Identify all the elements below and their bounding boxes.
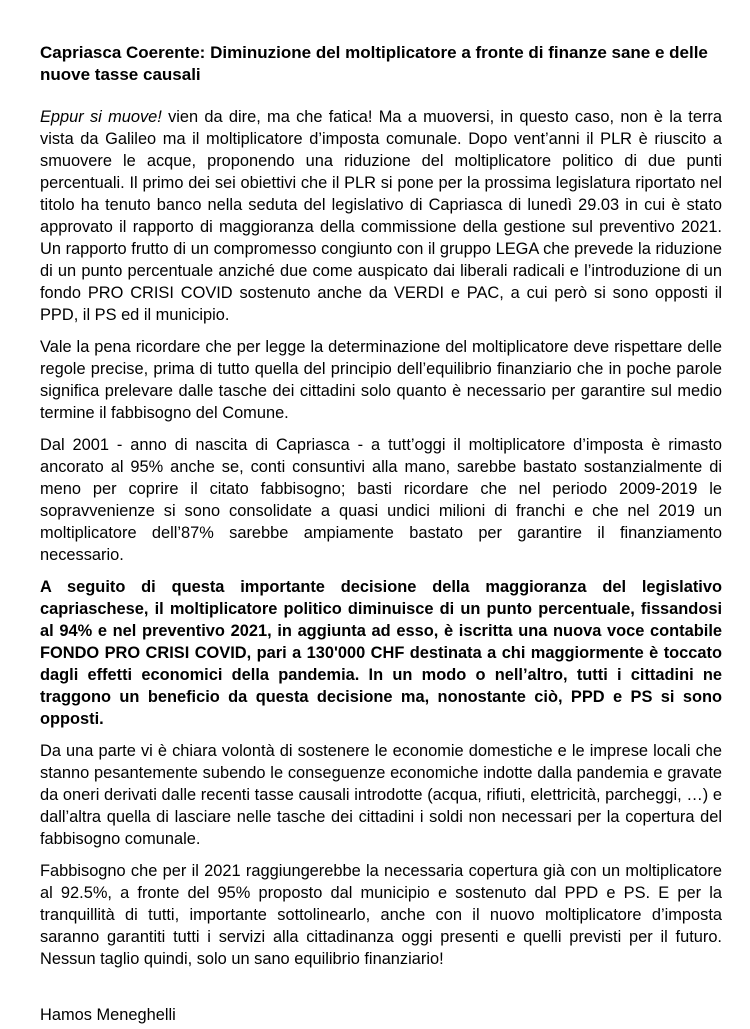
paragraph-5: Da una parte vi è chiara volontà di sostenere le economie domestiche e le imprese locali che stanno pesantemente subendo le conseguenze economiche indotte dalla pandemia e gravate da oneri derivati dalle recenti tasse causali introdotte (acqua, rifiuti, elettricità, parcheggi, …) e dall’altra quella di lasciare nelle tasche dei cittadini i soldi non necessari per la copertura del fabbisogno comunale.: [40, 742, 722, 848]
paragraph-3: Dal 2001 - anno di nascita di Capriasca - a tutt’oggi il moltiplicatore d’imposta è rimasto ancorato al 95% anche se, conti consuntivi alla mano, sarebbe bastato sostanzialmente di meno per coprire il citato fabbisogno; basti ricordare che nel periodo 2009-2019 le sopravvenienze si sono consolidate a quasi undici milioni di franchi e che nel 2019 un moltiplicatore dell’87% sarebbe ampiamente bastato per garantire il finanziamento necessario.: [40, 436, 722, 564]
paragraph-6: Fabbisogno che per il 2021 raggiungerebbe la necessaria copertura già con un moltiplicatore al 92.5%, a fronte del 95% proposto dal municipio e sostenuto dal PPD e PS. E per la tranquillità di tutti, importante sottolinearlo, anche con il nuovo moltiplicatore d’imposta saranno garantiti tutti i servizi alla cittadinanza oggi presenti e quelli previsti per il futuro. Nessun taglio quindi, solo un sano equilibrio finanziario!: [40, 862, 722, 968]
paragraph-1-text: vien da dire, ma che fatica! Ma a muoversi, in questo caso, non è la terra vista da Galileo ma il moltiplicatore d’imposta comunale. Dopo vent’anni il PLR è riuscito a smuovere le acque, proponendo una riduzione del moltiplicatore politico di due punti percentuali. Il primo dei sei obiettivi che il PLR si pone per la prossima legislatura riportato nel titolo ha tenuto banco nella seduta del legislativo di Capriasca di lunedì 29.03 in cui è stato approvato il rapporto di maggioranza della commissione della gestione sul preventivo 2021. Un rapporto frutto di un compromesso congiunto con il gruppo LEGA che prevede la riduzione di un punto percentuale anziché due come auspicato dai liberali radicali e l’introduzione di un fondo PRO CRISI COVID sostenuto anche da VERDI e PAC, a cui però si sono opposti il PPD, il PS ed il municipio.: [40, 108, 723, 324]
paragraph-1: [40, 106, 722, 326]
paragraph-1-emphasis: Eppur si muove!: [40, 108, 162, 126]
paragraph-4-bold: A seguito di questa importante decisione della maggioranza del legislativo capriaschese, il moltiplicatore politico diminuisce di un punto percentuale, fissandosi al 94% e nel preventivo 2021, in aggiunta ad esso, è iscritta una nuova voce contabile FONDO PRO CRISI COVID, pari a 130'000 CHF destinata a chi maggiormente è toccato dagli effetti economici della pandemia. In un modo o nell’altro, tutti i cittadini ne traggono un beneficio da questa decisione ma, nonostante ciò, PPD e PS si sono opposti.: [40, 578, 722, 728]
article-title: Capriasca Coerente: Diminuzione del moltiplicatore a fronte di finanze sane e delle nuove tasse causali: [40, 43, 708, 84]
paragraph-2: Vale la pena ricordare che per legge la determinazione del moltiplicatore deve rispettare delle regole precise, prima di tutto quella del principio dell’equilibrio finanziario che in poche parole significa prelevare dalle tasche dei cittadini solo quanto è necessario per garantire sul medio termine il fabbisogno del Comune.: [40, 338, 722, 422]
author-signature: Hamos Meneghelli: [40, 1006, 176, 1024]
